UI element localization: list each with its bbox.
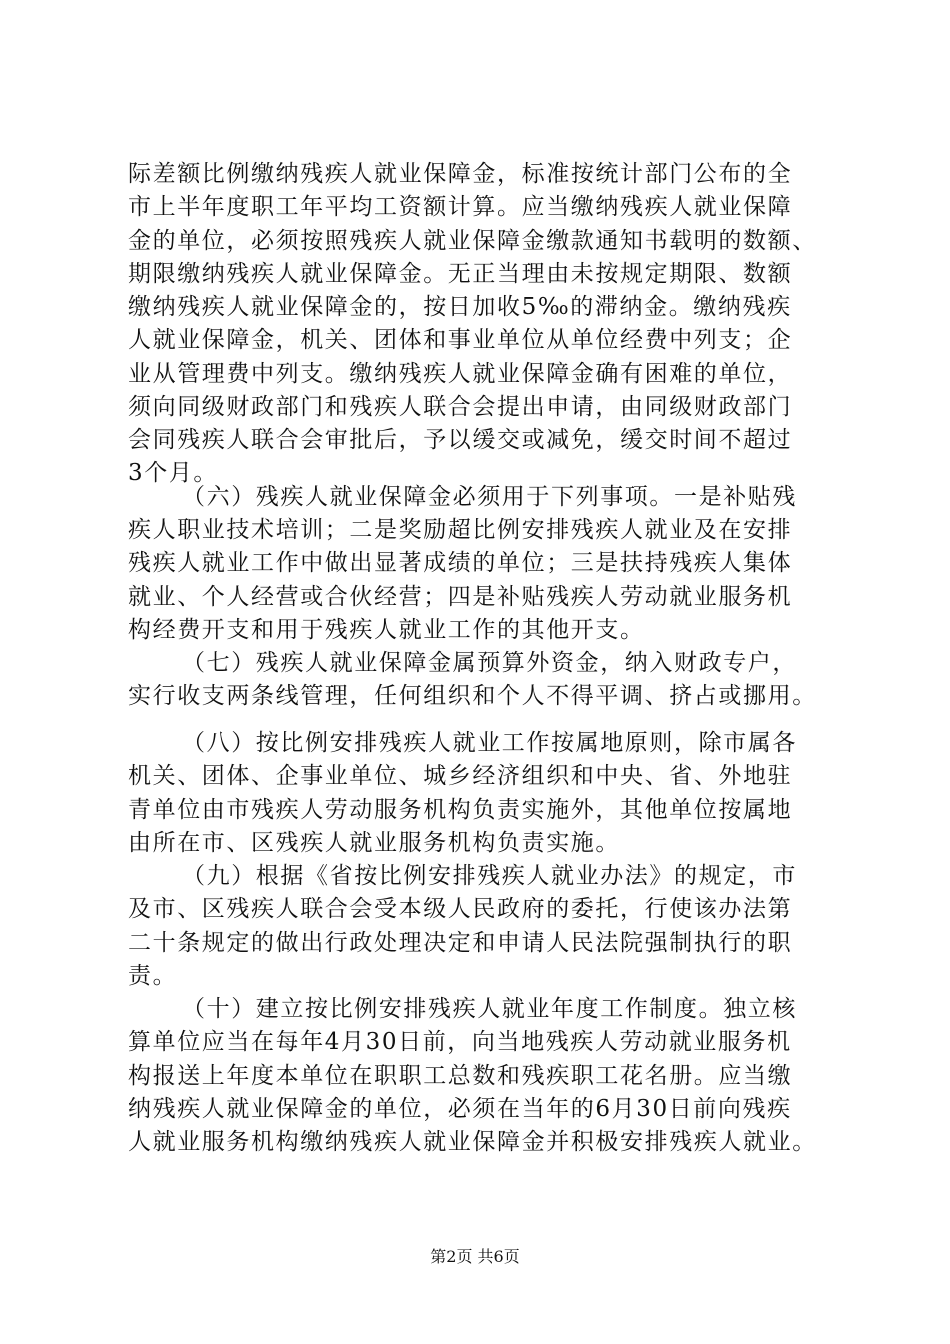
text-line: 青单位由市残疾人劳动服务机构负责实施外，其他单位按属地 [128, 797, 793, 823]
text-line: 及市、区残疾人联合会受本级人民政府的委托，行使该办法第 [128, 896, 793, 922]
text-line: 市上半年度职工年平均工资额计算。应当缴纳残疾人就业保障 [128, 194, 793, 220]
text-line: 纳残疾人就业保障金的单位，必须在当年的6月30日前向残疾 [128, 1096, 792, 1122]
text-line: 由所在市、区残疾人就业服务机构负责实施。 [128, 830, 620, 856]
text-line: 会同残疾人联合会审批后，予以缓交或减免，缓交时间不超过 [128, 427, 793, 453]
text-line: 金的单位，必须按照残疾人就业保障金缴款通知书载明的数额、 [128, 228, 817, 254]
text-line: 疾人职业技术培训；二是奖励超比例安排残疾人就业及在安排 [128, 517, 793, 543]
paragraph-heading-10: （十）建立按比例安排残疾人就业年度工作制度。独立核 [182, 996, 797, 1022]
text-line: 际差额比例缴纳残疾人就业保障金，标准按统计部门公布的全 [128, 161, 793, 187]
text-line: 残疾人就业工作中做出显著成绩的单位；三是扶持残疾人集体 [128, 550, 793, 576]
text-line: 业从管理费中列支。缴纳残疾人就业保障金确有困难的单位， [128, 361, 793, 387]
text-line: 机关、团体、企事业单位、城乡经济组织和中央、省、外地驻 [128, 763, 793, 789]
text-line: 构经费开支和用于残疾人就业工作的其他开支。 [128, 617, 645, 643]
page-footer: 第2页 共6页 [430, 1247, 520, 1266]
text-line: 责。 [128, 963, 178, 989]
text-line: 人就业保障金，机关、团体和事业单位从单位经费中列支；企 [128, 327, 793, 353]
text-line: 3个月。 [128, 460, 219, 486]
text-line: 算单位应当在每年4月30日前，向当地残疾人劳动就业服务机 [128, 1029, 792, 1055]
paragraph-heading-8: （八）按比例安排残疾人就业工作按属地原则，除市属各 [182, 730, 797, 756]
text-line: 就业、个人经营或合伙经营；四是补贴残疾人劳动就业服务机 [128, 584, 793, 610]
text-line: 期限缴纳残疾人就业保障金。无正当理由未按规定期限、数额 [128, 261, 793, 287]
text-line: 实行收支两条线管理，任何组织和个人不得平调、挤占或挪用。 [128, 683, 817, 709]
text-line: 构报送上年度本单位在职职工总数和残疾职工花名册。应当缴 [128, 1063, 793, 1089]
paragraph-heading-9: （九）根据《省按比例安排残疾人就业办法》的规定，市 [182, 863, 797, 889]
paragraph-heading-7: （七）残疾人就业保障金属预算外资金，纳入财政专户， [182, 650, 797, 676]
text-line: 缴纳残疾人就业保障金的，按日加收5‰的滞纳金。缴纳残疾 [128, 294, 792, 320]
text-line: 须向同级财政部门和残疾人联合会提出申请，由同级财政部门 [128, 394, 793, 420]
paragraph-heading-6: （六）残疾人就业保障金必须用于下列事项。一是补贴残 [182, 484, 797, 510]
text-line: 人就业服务机构缴纳残疾人就业保障金并积极安排残疾人就业。 [128, 1129, 817, 1155]
text-line: 二十条规定的做出行政处理决定和申请人民法院强制执行的职 [128, 930, 793, 956]
